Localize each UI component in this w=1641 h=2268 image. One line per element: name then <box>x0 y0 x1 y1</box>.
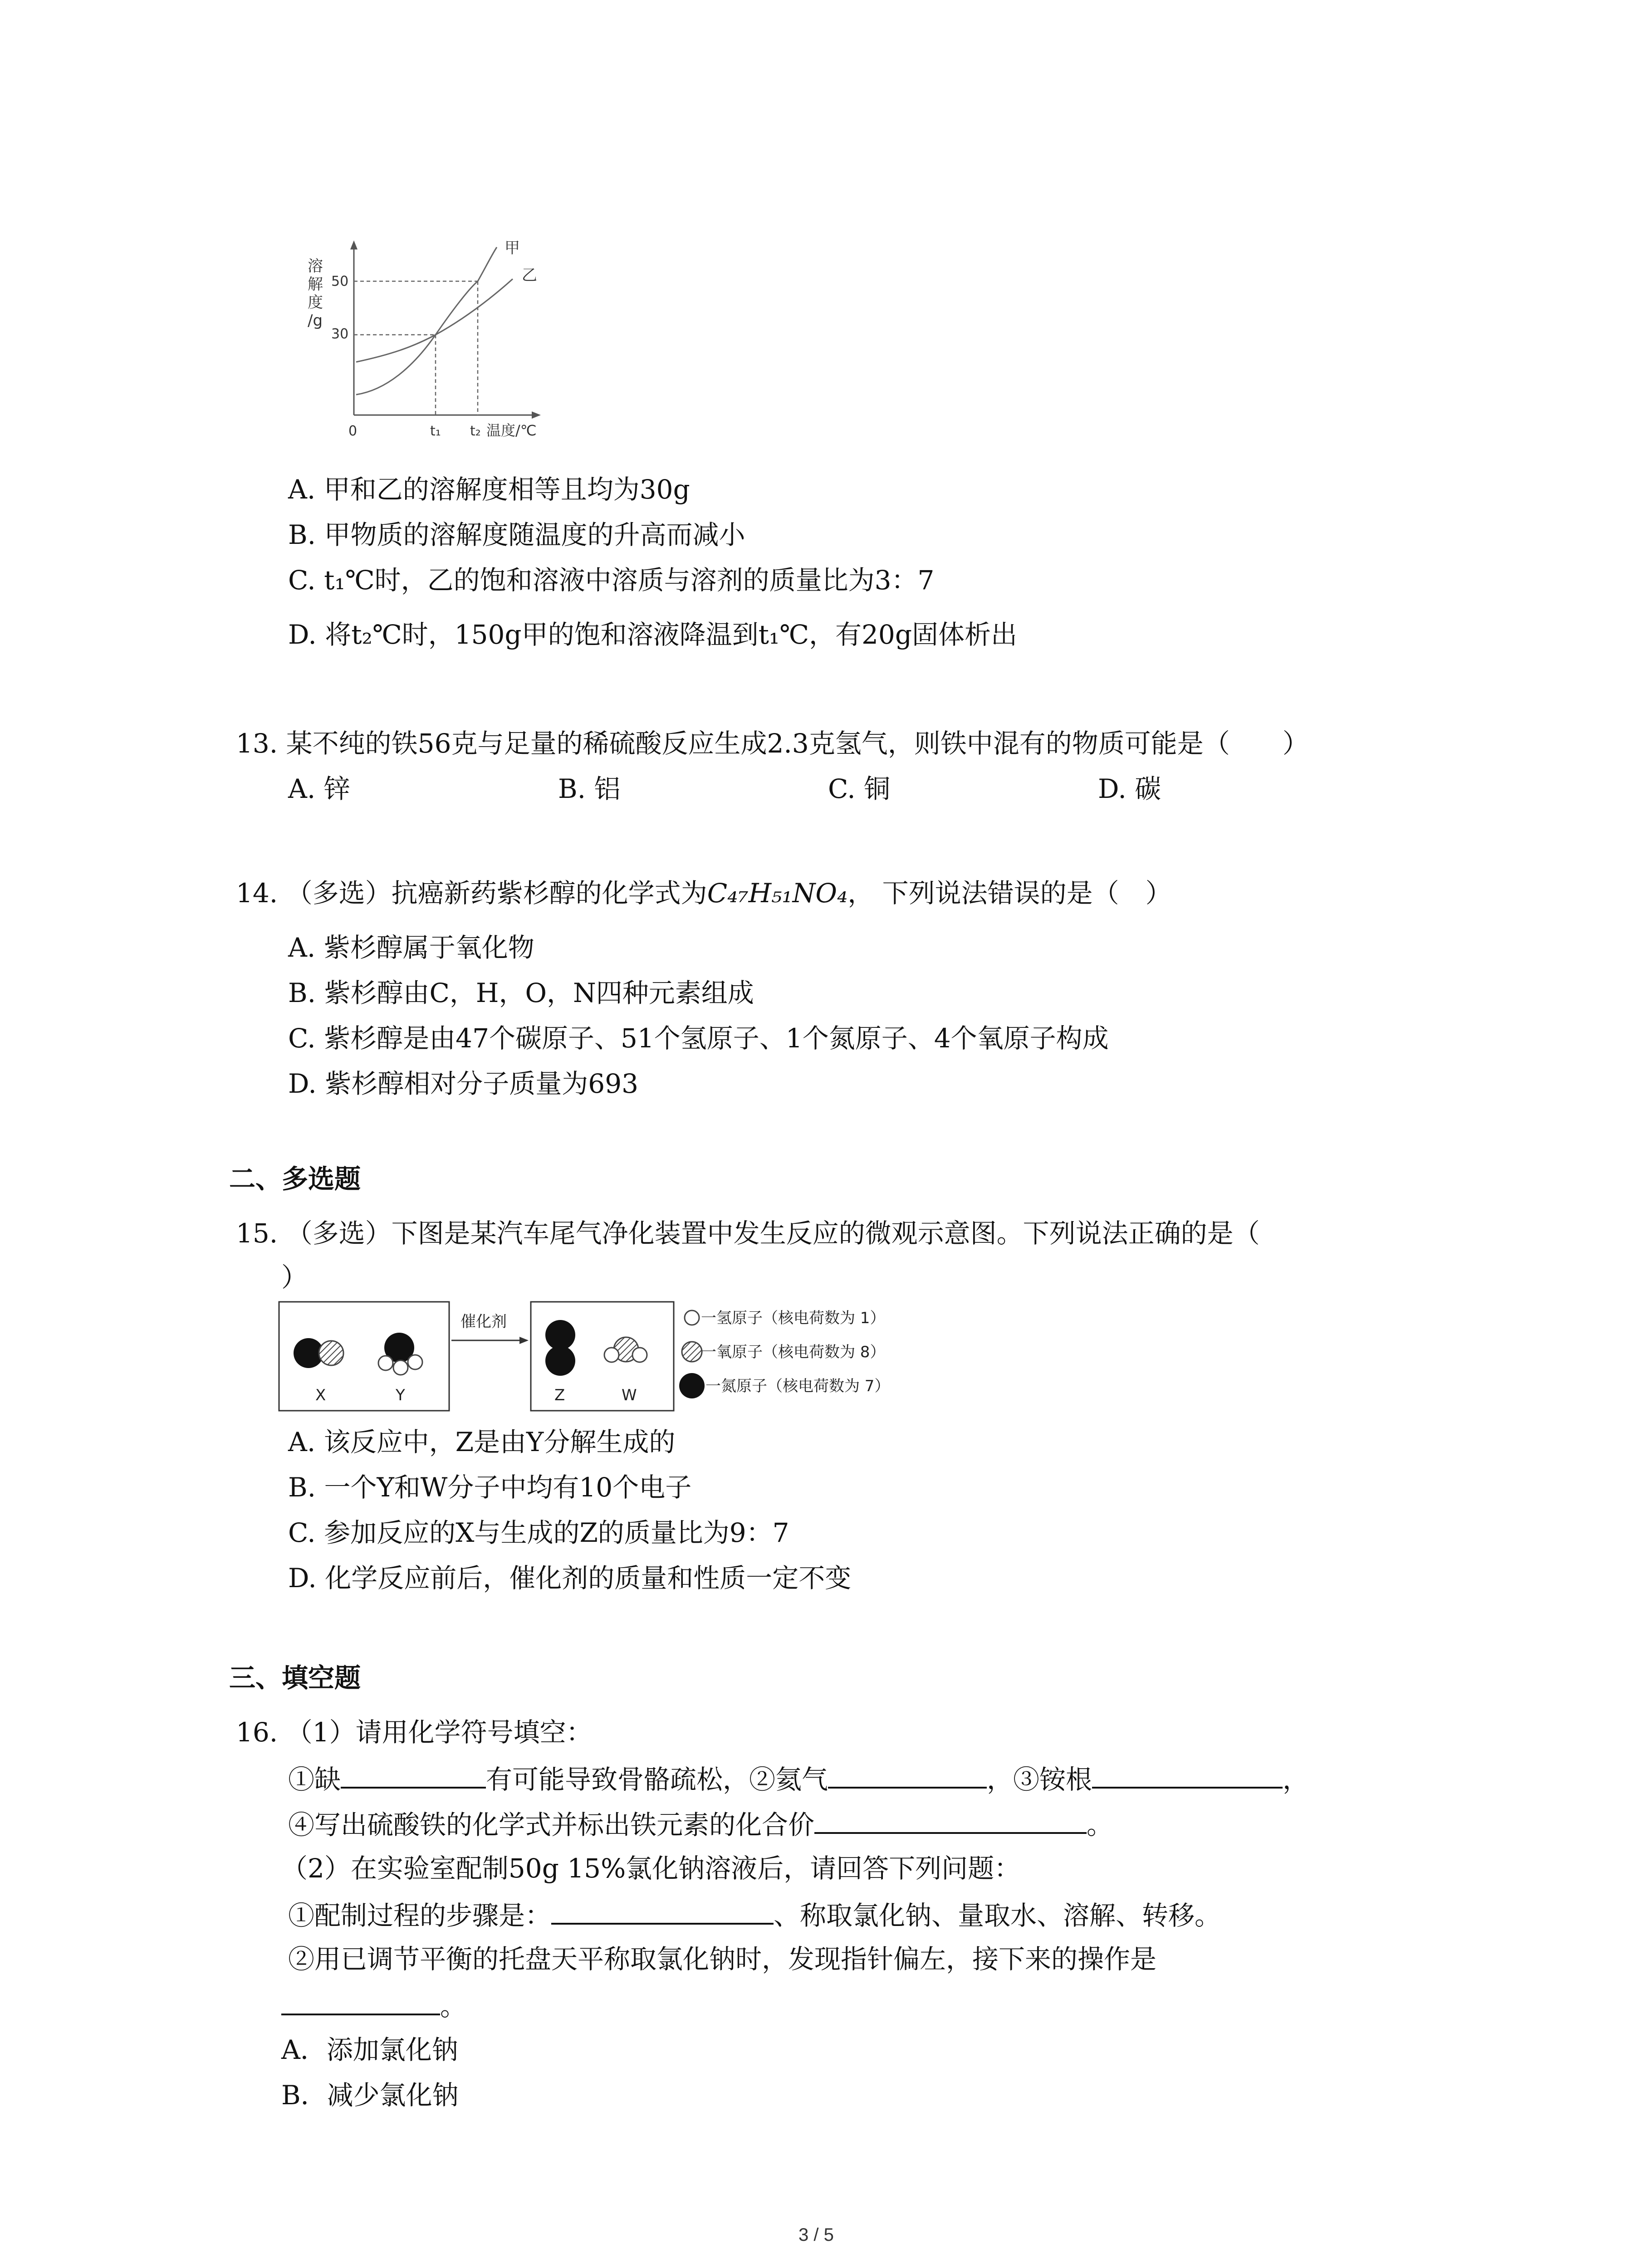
blank-step[interactable] <box>551 1897 774 1925</box>
q14-stem-pre: 14. （多选）抗癌新药紫杉醇的化学式为 <box>236 878 707 909</box>
q16-l2b: 。 <box>1087 1809 1113 1840</box>
w-hydrogen-atom-2 <box>632 1348 647 1362</box>
y-hydrogen-atom-3 <box>408 1355 422 1369</box>
q16-l3b: 、称取氯化钠、量取水、溶解、转移。 <box>774 1900 1221 1931</box>
q15-option-c: C. 参加反应的X与生成的Z的质量比为9：7 <box>288 1517 789 1548</box>
series-jia-curve <box>356 247 497 395</box>
q15-option-d: D. 化学反应前后，催化剂的质量和性质一定不变 <box>288 1563 852 1593</box>
q16-line-5 <box>281 1988 466 2023</box>
ytick-30: 30 <box>331 326 349 342</box>
q16-line-3 <box>288 1897 1221 1932</box>
q16-l3a: ①配制过程的步骤是： <box>288 1900 552 1931</box>
q14-option-d: D. 紫杉醇相对分子质量为693 <box>288 1068 639 1099</box>
section-2-heading: 二、多选题 <box>229 1163 361 1194</box>
q15-option-b: B. 一个Y和W分子中均有10个电子 <box>288 1472 692 1503</box>
q13-option-d: D. 碳 <box>1098 773 1161 804</box>
q12-option-b: B. 甲物质的溶解度随温度的升高而减小 <box>288 519 745 550</box>
xtick-0: 0 <box>348 423 358 439</box>
q16-l5: 。 <box>440 1991 467 2022</box>
blank-ferric-sulfate[interactable] <box>814 1807 1087 1834</box>
reaction-arrowhead <box>519 1337 529 1344</box>
label-z: Z <box>554 1386 565 1404</box>
legend-hydrogen-icon <box>685 1310 699 1325</box>
q16-l2a: ④写出硫酸铁的化学式并标出铁元素的化合价 <box>288 1809 815 1840</box>
q14-option-b: B. 紫杉醇由C，H，O，N四种元素组成 <box>288 978 754 1008</box>
reaction-diagram <box>277 1300 944 1418</box>
x-axis-label: 温度/℃ <box>486 422 537 439</box>
blank-calcium[interactable] <box>341 1761 486 1789</box>
series-jia-label: 甲 <box>505 239 520 257</box>
legend-nitrogen: 一氮原子（核电荷数为 7） <box>705 1377 890 1395</box>
z-nitrogen-atom-1 <box>545 1320 575 1350</box>
q15-stem-line2: ） <box>281 1262 308 1293</box>
q16-option-b: B．减少氯化钠 <box>281 2080 459 2111</box>
w-hydrogen-atom-1 <box>604 1348 619 1362</box>
q14-formula: C₄₇H₅₁NO₄ <box>707 878 848 909</box>
x-oxygen-atom <box>319 1341 343 1365</box>
q13-option-b: B. 铝 <box>558 773 621 804</box>
q16-l1c: ，③铵根 <box>987 1764 1092 1795</box>
q12-option-a: A. 甲和乙的溶解度相等且均为30g <box>288 474 690 505</box>
label-x: X <box>315 1386 326 1404</box>
solubility-chart <box>299 236 563 449</box>
q14-stem <box>236 877 1172 909</box>
legend-nitrogen-icon <box>679 1373 705 1398</box>
z-nitrogen-atom-2 <box>545 1346 575 1376</box>
ytick-50: 50 <box>331 274 349 289</box>
q14-stem-post: ， 下列说法错误的是（ ） <box>847 878 1172 909</box>
catalyst-label: 催化剂 <box>460 1313 507 1331</box>
y-label-4: /g <box>308 312 323 330</box>
y-hydrogen-atom-1 <box>378 1356 393 1370</box>
legend-oxygen: 一氧原子（核电荷数为 8） <box>701 1343 886 1361</box>
xtick-t1: t₁ <box>430 423 441 439</box>
y-axis-label <box>308 257 323 330</box>
page-number: 3 / 5 <box>798 2225 834 2245</box>
q16-line-4: ②用已调节平衡的托盘天平称取氯化钠时，发现指针偏左，接下来的操作是 <box>288 1944 1157 1975</box>
q14-option-a: A. 紫杉醇属于氧化物 <box>288 932 534 963</box>
q12-option-d: D. 将t₂℃时，150g甲的饱和溶液降温到t₁℃，有20g固体析出 <box>288 619 1017 650</box>
label-w: W <box>622 1386 637 1404</box>
q14-option-c: C. 紫杉醇是由47个碳原子、51个氢原子、1个氮原子、4个氧原子构成 <box>288 1023 1109 1054</box>
blank-operation[interactable] <box>281 1988 440 2015</box>
y-axis-arrow <box>350 240 358 249</box>
section-3-heading: 三、填空题 <box>229 1662 361 1693</box>
blank-ammonium[interactable] <box>1092 1761 1283 1789</box>
q15-stem-line1: 15. （多选）下图是某汽车尾气净化装置中发生反应的微观示意图。下列说法正确的是（ <box>236 1218 1260 1249</box>
q13-stem: 13. 某不纯的铁56克与足量的稀硫酸反应生成2.3克氢气，则铁中混有的物质可能是（ ） <box>236 728 1309 759</box>
q12-option-c: C. t₁℃时，乙的饱和溶液中溶质与溶剂的质量比为3：7 <box>288 565 935 596</box>
series-yi-label: 乙 <box>522 266 537 284</box>
y-label-2: 解 <box>308 275 323 293</box>
y-label-1: 溶 <box>308 257 323 275</box>
x-axis-arrow <box>532 411 541 419</box>
q13-option-c: C. 铜 <box>828 773 891 804</box>
legend-oxygen-icon <box>682 1342 702 1362</box>
q16-l1a: ①缺 <box>288 1764 341 1795</box>
q16-part1-stem: 16. （1）请用化学符号填空： <box>236 1717 593 1748</box>
y-label-3: 度 <box>308 293 323 312</box>
q16-l1d: ， <box>1283 1764 1309 1795</box>
q16-line-1 <box>288 1761 1309 1796</box>
label-y: Y <box>396 1386 405 1404</box>
q16-line-2 <box>288 1807 1113 1841</box>
legend-hydrogen: 一氢原子（核电荷数为 1） <box>701 1309 886 1327</box>
series-yi-curve <box>356 279 513 362</box>
blank-helium[interactable] <box>828 1761 987 1789</box>
q16-part2-stem: （2）在实验室配制50g 15%氯化钠溶液后，请回答下列问题： <box>281 1853 1021 1884</box>
q15-option-a: A. 该反应中，Z是由Y分解生成的 <box>288 1427 676 1457</box>
q13-option-a: A. 锌 <box>288 773 350 804</box>
xtick-t2: t₂ <box>470 423 481 439</box>
q16-option-a: A．添加氯化钠 <box>281 2034 458 2065</box>
y-hydrogen-atom-2 <box>393 1360 408 1375</box>
q16-l1b: 有可能导致骨骼疏松，②氦气 <box>486 1764 828 1795</box>
